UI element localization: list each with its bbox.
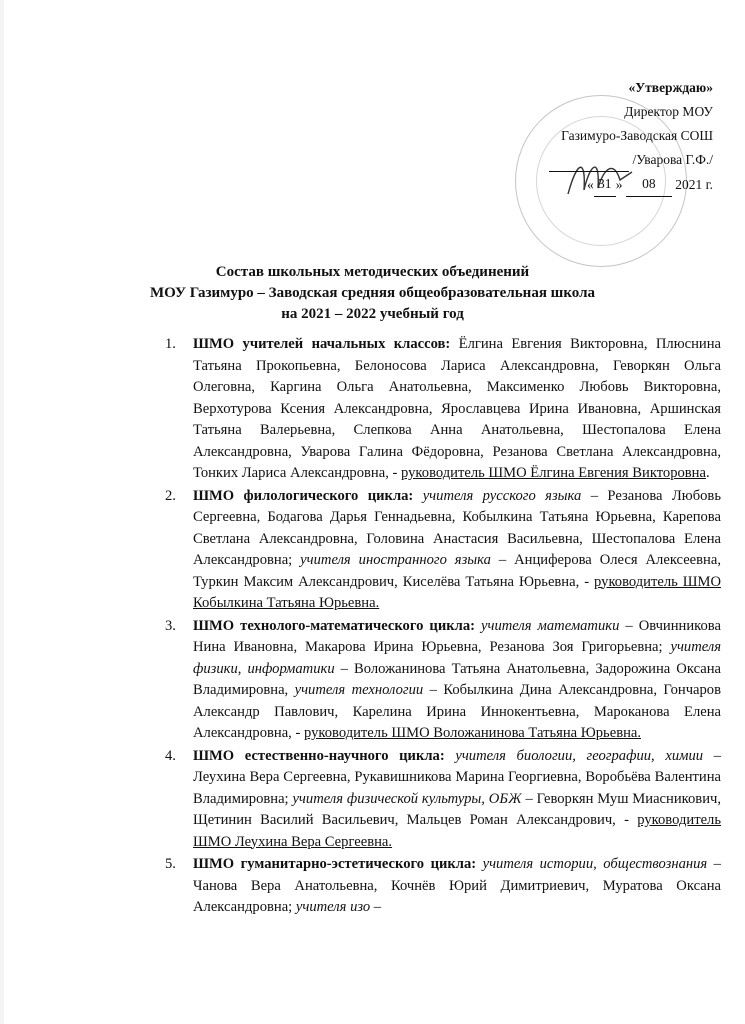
item-leader: руководитель ШМО Ёлгина Евгения Викторовна [401,465,706,481]
title-line-3: на 2021 – 2022 учебный год [281,306,464,322]
list-item: 4. ШМО естественно-научного цикла: учителя биологии, географии, химии – Леухина Вера Сергеевна, Рукавишникова Марина Георгиевна, Воробьёва Валентина Владимировна; учителя физической культуры, ОБЖ – Геворкян Муш Миасникович, Щетинин Василий Васильевич, Мальцев Роман Александрович, - руководитель ШМО Леухина Вера Сергеевна. [165,747,721,850]
date-day: 31 [594,172,616,197]
approval-date: « 31 » 08 2021 г. [549,172,713,197]
list-item: 3. ШМО технолого-математического цикла: учителя математики – Овчинникова Нина Ивановна, Макарова Ирина Юрьевна, Резанова Зоя Григорьевна; учителя физики, информатики – Воложанинова Татьяна Анатольевна, Задорожина Оксана Владимировна, учителя технологии – Кобылкина Дина Александровна, Гончаров Александр Павлович, Карелина Ирина Иннокентьевна, Мароканова Елена Александровна, - руководитель ШМО Воложанинова Татьяна Юрьевна. [165,617,721,741]
approval-position: Директор МОУ [624,104,713,119]
approval-block [549,76,713,197]
item-leader: руководитель ШМО Воложанинова Татьяна Юрьевна. [303,725,642,741]
item-heading: ШМО технолого-математического цикла: [193,617,475,634]
document-title [0,262,745,325]
approval-school: Газимуро-Заводская СОШ [561,128,713,143]
association-list [165,334,721,920]
item-leader: руководитель ШМО Кобылкина Татьяна Юрьевна. [193,573,721,611]
scan-edge [0,0,4,1024]
title-line-2: МОУ Газимуро – Заводская средняя общеобразовательная школа [149,285,596,301]
title-line-1: Состав школьных методических объединений [215,264,530,280]
approval-signature-line [549,148,713,172]
item-heading: ШМО гуманитарно-эстетического цикла: [193,856,477,872]
item-leader: руководитель ШМО Леухина Вера Сергеевна. [193,812,721,850]
approval-label: «Утверждаю» [628,80,713,95]
date-year: 2021 г. [675,177,713,192]
list-item: 1. ШМО учителей начальных классов: Ёлгина Евгения Викторовна, Плюснина Татьяна Прокопьевна, Белоносова Лариса Александровна, Геворкян Ольга Олеговна, Каргина Ольга Анатольевна, Максименко Любовь Викторовна, Верхотурова Ксения Александровна, Ярославцева Ирина Ивановна, Аршинская Татьяна Валерьевна, Слепкова Анна Анатольевна, Шестопалова Елена Александровна, Уварова Галина Фёдоровна, Резанова Светлана Александровна, Тонких Лариса Александровна, - руководитель ШМО Ёлгина Евгения Викторовна. [165,336,721,481]
item-heading: ШМО филологического цикла: [193,487,414,504]
approval-signer: /Уварова Г.Ф./ [632,152,713,167]
list-item: 5. ШМО гуманитарно-эстетического цикла: учителя истории, обществознания – Чанова Вера Анатольевна, Кочнёв Юрий Димитриевич, Муратова Оксана Александровна; учителя изо – [165,856,721,915]
date-month: 08 [626,172,672,197]
item-heading: ШМО естественно-научного цикла: [193,747,445,764]
list-item: 2. ШМО филологического цикла: учителя русского языка – Резанова Любовь Сергеевна, Бодагова Дарья Геннадьевна, Кобылкина Татьяна Юрьевна, Карепова Светлана Александровна, Головина Анастасия Васильевна, Шестопалова Елена Александровна; учителя иностранного языка – Анциферова Олеся Алексеевна, Туркин Максим Александрович, Киселёва Татьяна Юрьевна, - руководитель ШМО Кобылкина Татьяна Юрьевна. [165,487,721,611]
item-heading: ШМО учителей начальных классов: [193,336,451,352]
